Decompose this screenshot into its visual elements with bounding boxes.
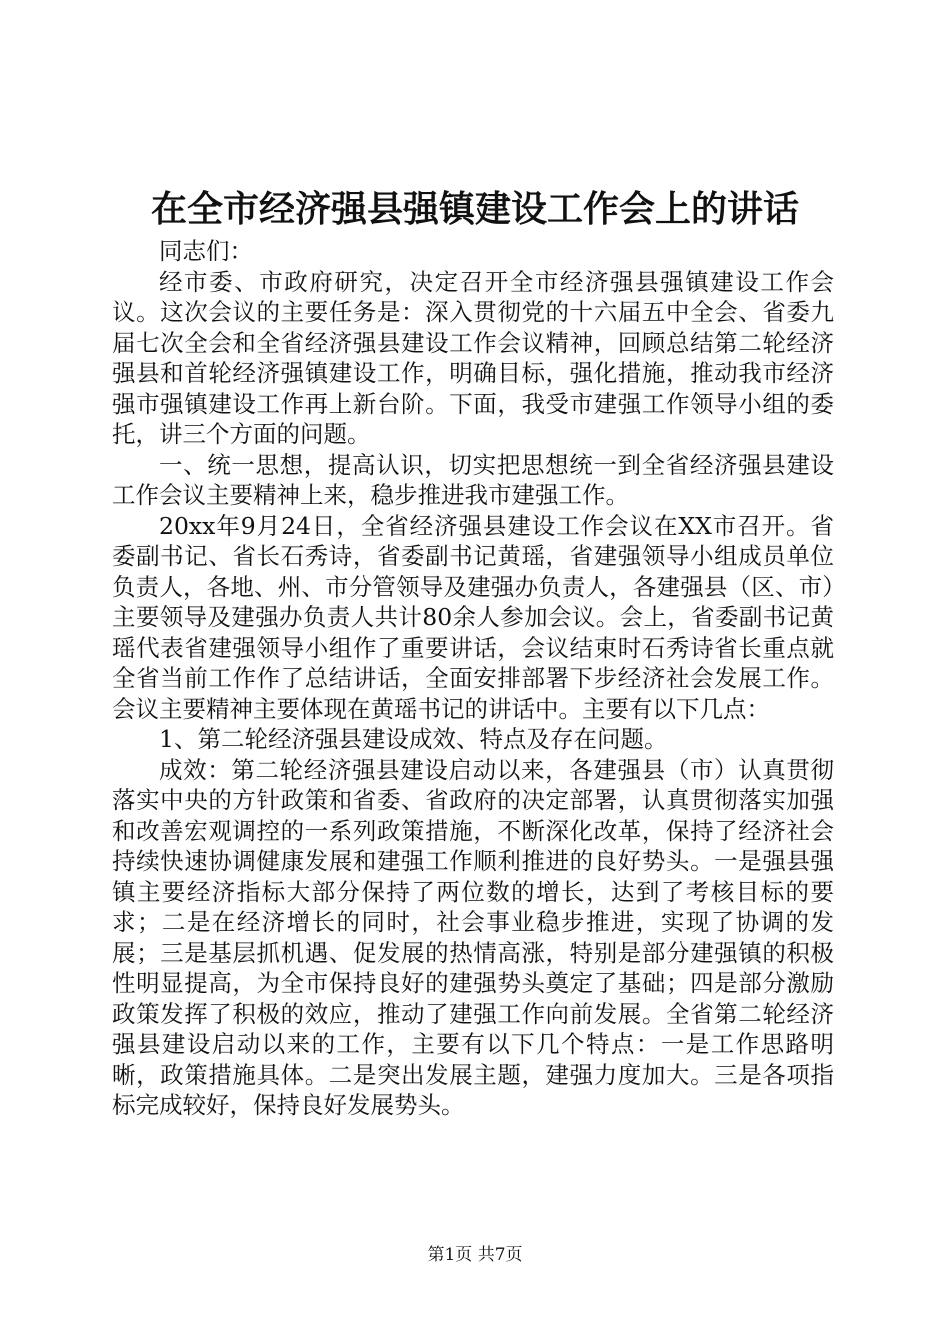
page-number-footer: 第1页 共7页 <box>427 1245 523 1265</box>
body-paragraph: 成效：第二轮经济强县建设启动以来，各建强县（市）认真贯彻落实中央的方针政策和省委、省政府的决定部署，认真贯彻落实加强和改善宏观调控的一系列政策措施，不断深化改革，保持了经济社会持续快速协调健康发展和建强工作顺利推进的良好势头。一是强县强镇主要经济指标大部分保持了两位数的增长，达到了考核目标的要求；二是在经济增长的同时，社会事业稳步推进，实现了协调的发展；三是基层抓机遇、促发展的热情高涨，特别是部分建强镇的积极性明显提高，为全市保持良好的建强势头奠定了基础；四是部分激励政策发挥了积极的效应，推动了建强工作向前发展。全省第二轮经济强县建设启动以来的工作，主要有以下几个特点：一是工作思路明晰，政策措施具体。二是突出发展主题，建强力度加大。三是各项指标完成较好，保持良好发展势头。 <box>112 755 834 1119</box>
salutation-paragraph: 同志们： <box>159 237 253 265</box>
subsection-heading-paragraph: 1、第二轮经济强县建设成效、特点及存在问题。 <box>159 725 668 753</box>
document-title: 在全市经济强县强镇建设工作会上的讲话 <box>150 188 799 230</box>
document-body <box>112 236 834 1121</box>
body-paragraph: 经市委、市政府研究，决定召开全市经济强县强镇建设工作会议。这次会议的主要任务是：深入贯彻党的十六届五中全会、省委九届七次全会和全省经济强县建设工作会议精神，回顾总结第二轮经济强县和首轮经济强镇建设工作，明确目标，强化措施，推动我市经济强市强镇建设工作再上新台阶。下面，我受市建强工作领导小组的委托，讲三个方面的问题。 <box>112 267 834 448</box>
body-paragraph: 20xx年9月24日，全省经济强县建设工作会议在XX市召开。省委副书记、省长石秀诗，省委副书记黄瑶，省建强领导小组成员单位负责人，各地、州、市分管领导及建强办负责人，各建强县（区、市）主要领导及建强办负责人共计80余人参加会议。会上，省委副书记黄瑶代表省建强领导小组作了重要讲话，会议结束时石秀诗省长重点就全省当前工作作了总结讲话，全面安排部署下步经济社会发展工作。会议主要精神主要体现在黄瑶书记的讲话中。主要有以下几点： <box>112 511 834 723</box>
section-heading-paragraph: 一、统一思想，提高认识，切实把思想统一到全省经济强县建设工作会议主要精神上来，稳步推进我市建强工作。 <box>112 450 834 509</box>
